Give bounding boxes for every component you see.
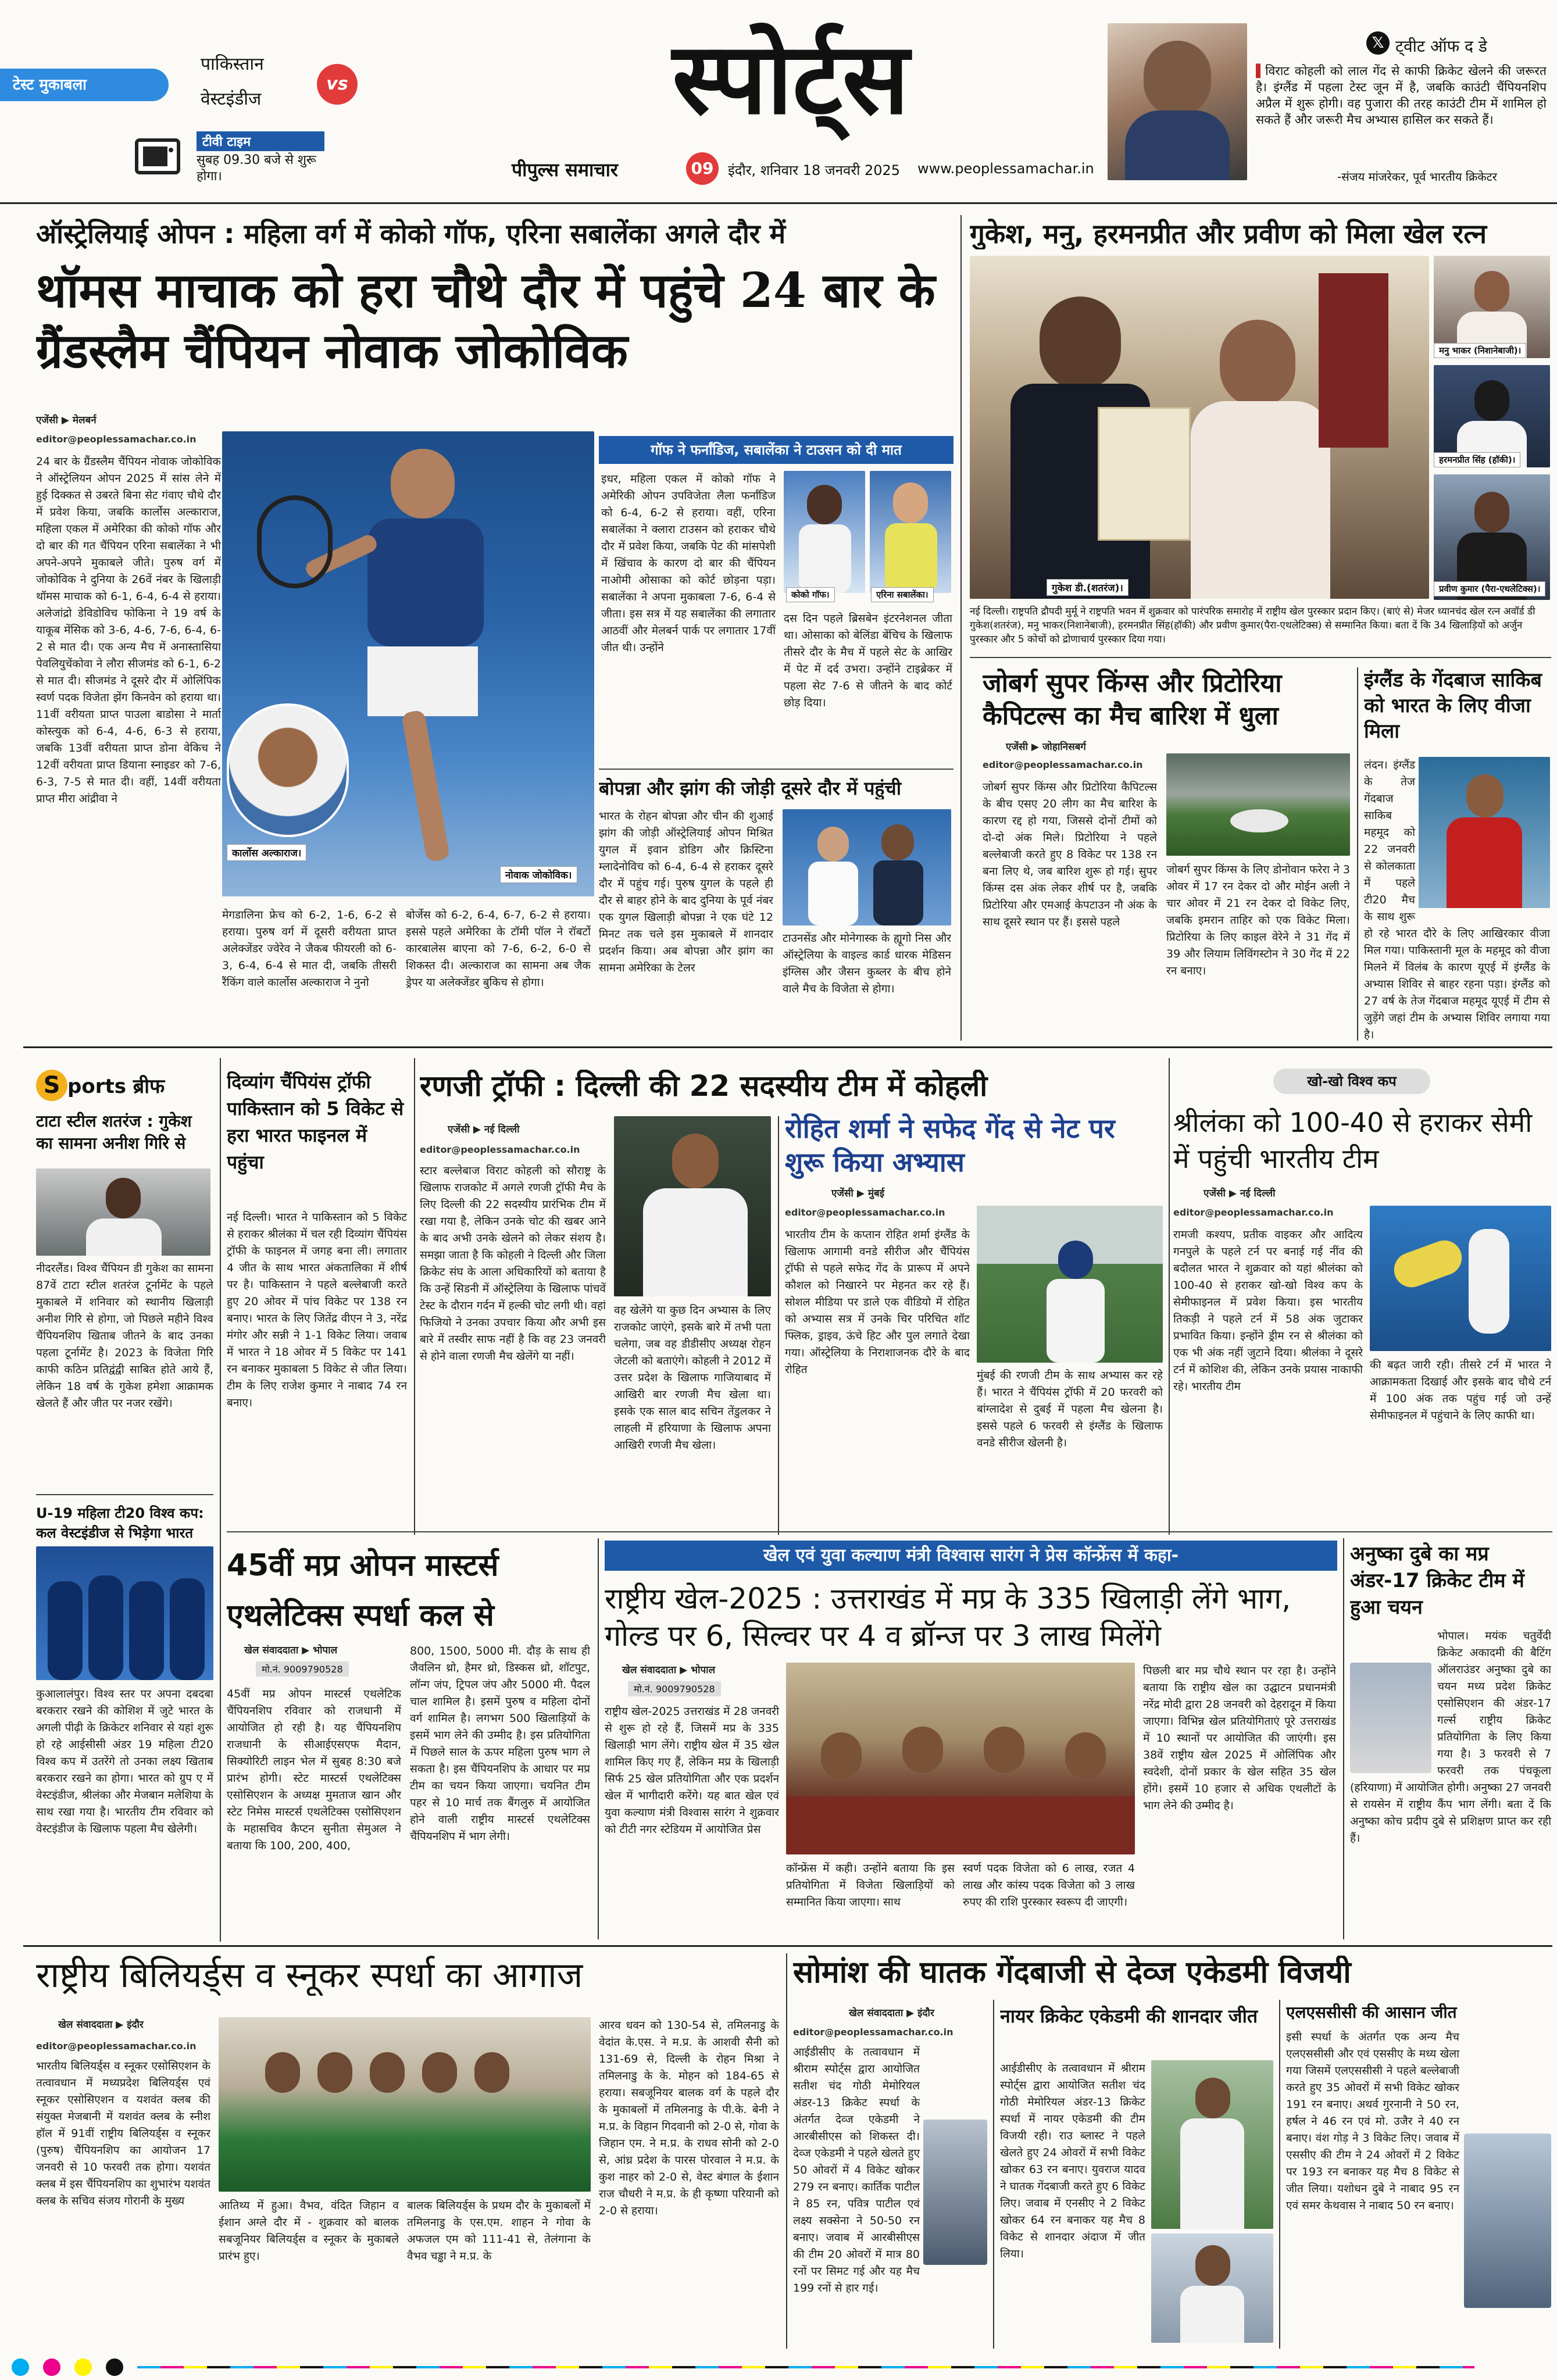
bopanna-text1: भारत के रोहन बोपन्ना और चीन की शुआई झांग की जोड़ी ऑस्ट्रेलियाई ओपन मिश्रित युगल में इवान डोडिग और क्रिस्टिना म्लादेनोविच को 6-4, 6-4 से हराकर दूसरे दौर में पहुंच गई। पुरुष युगल के पहले ही दौर से बाहर होने के बाद दुनिया के पूर्व नंबर एक युगल खिलाड़ी बोपन्ना ने एक घंटे 12 मिनट तक चले इस मुकाबले में शानदार प्रदर्शन किया। अब बोपन्ना और झांग का सामना अमेरिका के टेलर (599, 810, 773, 974)
gukesh-award-photo (970, 256, 1429, 599)
billiards-right-rule (786, 1953, 787, 2349)
joburg-shakib-rule (1357, 667, 1358, 1041)
joburg-headline: जोबर्ग सुपर किंग्स और प्रिटोरिया कैपिटल्स का मैच बारिश में धुला (983, 669, 1282, 731)
sabalenka-caption: एरिना सबालेंका। (871, 587, 934, 602)
brief-rule (36, 1494, 213, 1495)
dateline: इंदौर, शनिवार 18 जनवरी 2025 (728, 162, 901, 178)
rohit-photo (977, 1206, 1163, 1363)
bopanna-text2: टाउनसेंड और मोनेगास्क के ह्यूगो निस और ऑस्ट्रेलिया के वाइल्ड कार्ड धारक मेडिसन इंग्लिस और जैसन कुब्लर के बीच होने वाले मैच के विजेता से होगा। (783, 932, 951, 995)
khokho-kicker: खो-खो विश्व कप (1273, 1069, 1430, 1094)
billiards-email: editor@peoplessamachar.co.in (36, 2040, 197, 2052)
rohit-right-rule (1169, 1058, 1170, 1535)
bopanna-rule (599, 769, 954, 770)
djokovic-caption: नोवाक जोकोविक। (500, 866, 577, 883)
manu-caption: मनु भाकर (निशानेबाजी)। (1434, 343, 1526, 358)
test-label: टेस्ट मुकाबला (0, 69, 169, 101)
u19-photo (36, 1546, 213, 1680)
bopanna-headline: बोपन्ना और झांग की जोड़ी दूसरे दौर में पहुंची (599, 778, 902, 799)
joburg-byline: एजेंसी ▶ जोहानिसबर्ग (1006, 741, 1086, 753)
sports-brief-title: S ports ब्रीफ (36, 1070, 165, 1101)
gauff-photo (784, 471, 865, 593)
awards-rule (970, 657, 1551, 658)
sabalenka-photo (870, 471, 951, 593)
gukesh-caption: गुकेश डी.(शतरंज)। (1047, 579, 1129, 596)
gauff-text2: दस दिन पहले ब्रिसबेन इंटरनेशनल जीता था। ओसाका को बेलिंडा बेंचिच के खिलाफ तीसरे दौर के मैच में पहले सेट के आखिर में पेट में दर्द उभरा। उन्होंने टाइब्रेकर में पहला सेट 7-6 से जीतने के बाद कोर्ट छोड़ दिया। (784, 612, 952, 709)
billiards-byline: खेल संवाददाता ▶ इंदौर (58, 2019, 144, 2031)
ranji-rohit-rule (778, 1116, 779, 1535)
rashtriya-mobile: मो.नं. 9009790528 (628, 1681, 721, 1696)
nayar-text: आईडीसीए के तत्वावधान में श्रीराम स्पोर्ट्स द्वारा आयोजित सतीश चंद गोठी मेमोरियल अंडर-13 क्रिकेट स्पर्धा में नायर एकेडमी की टीम विजयी रही। राउ ब्लास्ट ने पहले खेलते हुए 24 ओवरों में सभी विकेट खोकर 63 रन बनाए। युवराज यादव ने घातक गेंदबाजी करते हुए 6 विकेट लिए। जवाब में एनसीए ने 2 विकेट खोकर 64 रन बनाकर यह मैच 8 विकेट से शानदार अंदाज में जीत लिया। (1000, 2062, 1145, 2260)
ranji-headline: रणजी ट्रॉफी : दिल्ली की 22 सदस्यीय टीम में कोहली (420, 1070, 988, 1103)
khokho-byline: एजेंसी ▶ नई दिल्ली (1204, 1188, 1276, 1199)
bottom-section-rule (23, 1945, 1552, 1947)
mpopen-col1: 45वीं मप्र ओपन मास्टर्स एथलेटिक चैंपियनशिप रविवार को राजधानी में आयोजित हो रही है। यह चैंपियनशिप राजधानी के सीआईएसएफ मैदान, सिक्योरिटी लाइन भेल में सुबह 8:30 बजे प्रारंभ होगी। स्टेट मास्टर्स एथलेटिक्स एसोसिएशन के अध्यक्ष मुमताज खान और स्टेट निमेस मास्टर्स एथलेटिक्स एसोसिएशन के महासचिव कैप्टन सुनीता सेमुअल ने बताया कि 100, 200, 400, (227, 1688, 401, 1852)
team1-label: पाकिस्तान (201, 54, 264, 74)
team2-label: वेस्टइंडीज (201, 89, 262, 109)
bopanna-photo (783, 809, 951, 925)
quote-mark-icon: ▌ (1256, 64, 1266, 78)
tweet-author-photo (1108, 23, 1247, 180)
gauff-text1: इधर, महिला एकल में कोको गॉफ ने अमेरिकी ओपन उपविजेता लैला फर्नांडिज को 6-4, 6-2 से हराया। वहीं, एरिना सबालेंका ने क्लारा टाउसन को हराकर चौथे दौर में प्रवेश किया, जबकि पेट की मांसपेशी में खिंचाव के कारण दो बार की चैंपियन नाओमी ओसाका को कोर्ट छोड़ना पड़ा। सबालेंका ने अपना मुकाबला 7-6, 6-4 से जीता। इस सत्र में यह सबालेंका की लगातार आठवीं और मेलबर्न पार्क पर लगातार 17वीं जीत थी। उन्होंने (601, 473, 776, 654)
mpopen-right-rule (598, 1538, 599, 1939)
lead-kicker: ऑस्ट्रेलियाई ओपन : महिला वर्ग में कोको गॉफ, एरिना सबालेंका अगले दौर में (36, 219, 786, 249)
rohit-col2: मुंबई की रणजी टीम के साथ अभ्यास कर रहे हैं। भारत ने चैंपियंस ट्रॉफी में 20 फरवरी को बांग्लादेश से दुबई में पहला मैच खेलना है। इससे पहले 6 फरवरी से इंग्लैंड के खिलाफ वनडे सीरीज खेलनी है। (977, 1369, 1163, 1449)
section-title: स्पोर्ट्स (672, 20, 909, 137)
gauff-bar: गॉफ ने फर्नांडिज, सबालेंका ने टाउसन को दी मात (599, 436, 954, 464)
rashtriya-byline: खेल संवाददाता ▶ भोपाल (622, 1664, 716, 1676)
lead-byline: एजेंसी ▶ मेलबर्न (36, 414, 97, 426)
nayar-lsc-rule (1279, 2000, 1280, 2349)
nayar-player2-photo (1151, 2234, 1273, 2343)
billiards-col1: भारतीय बिलियर्ड्स व स्नूकर एसोसिएशन के तत्वावधान में मध्यप्रदेश बिलियर्ड्स एवं स्नूकर एसोसिएशन व यशवंत क्लब की संयुक्त मेजबानी में यशवंत क्लब के स्नीश हॉल में 91वीं राष्ट्रीय बिलियर्ड्स व स्नूकर (पुरुष) चैंपियनशिप का आयोजन 17 जनवरी से 10 फरवरी तक होगा। यशवंत क्लब में इस चैंपियनशिप का शुभारंभ यशवंत क्लब के सचिव संजय गोरानी के मुख्य (36, 2060, 210, 2207)
joburg-stadium-photo (1166, 753, 1350, 856)
billiards-photo (219, 2017, 591, 2192)
ranji-col2: वह खेलेंगे या कुछ दिन अभ्यास के लिए राजकोट जाएंगे, इसके बारे में तभी पता चलेगा, जब वह डीडीसीए अध्यक्ष रोहन जेटली को बताएंगे। कोहली ने 2012 में उत्तर प्रदेश के खिलाफ गाजियाबाद में आखिरी बार रणजी मैच खेला था। इसके एक साल बाद सचिन तेंडुलकर ने लाहली में हरियाणा के खिलाफ अपना आखिरी रणजी मैच खेला। (614, 1304, 771, 1452)
lead-headline: थॉमस माचाक को हरा चौथे दौर में पहुंचे 24 बार के ग्रैंडस्लैम चैंपियन नोवाक जोकोविक (36, 263, 935, 379)
anushka-text: भोपाल। मयंक चतुर्वेदी क्रिकेट अकादमी की बैटिंग ऑलराउंडर अनुष्का दुबे का चयन मध्य प्रदेश क्रिकेट एसोसिएशन की अंडर-17 गर्ल्स राष्ट्रीय क्रिकेट प्रतियोगिता के लिए किया गया है। 3 फरवरी से 7 फरवरी तक पंचकूला (हरियाणा) में आयोजित होगी। अनुष्का 27 जनवरी से रायसेन में राष्ट्रीय कैंप भाग लेंगी। बता दें कि अनुष्का कोच प्रदीप दुबे से प्रशिक्षण प्राप्त कर रही हैं। (1350, 1629, 1551, 1845)
tv-time: सुबह 09.30 बजे से शुरू होगा। (197, 153, 316, 184)
divyang-right-rule (414, 1058, 415, 1535)
somansh-byline: खेल संवाददाता ▶ इंदौर (849, 2007, 934, 2019)
rohit-col1: भारतीय टीम के कप्तान रोहित शर्मा इंग्लैंड के खिलाफ आगामी वनडे सीरीज और चैंपियंस ट्रॉफी से पहले सफेद गेंद के प्रारूप में अपने कौशल को निखारने पर मेहनत कर रहे हैं। सोशल मीडिया पर डाले एक वीडियो में रोहित को अभ्यास सत्र में उनके चिर परिचित शॉट फ्लिक, ड्राइव, ऊंचे हिट और पुल लगाते देखा गया। ऑस्ट्रेलिया के निराशाजनक दौरे के बाद रोहित (785, 1228, 970, 1376)
mpopen-headline: 45वीं मप्र ओपन मास्टर्स एथलेटिक्स स्पर्धा कल से (227, 1548, 499, 1633)
tv-time-label: टीवी टाइम (197, 131, 324, 151)
khokho-col2: की बढ़त जारी रही। तीसरे टर्न में भारत ने आक्रामकता दिखाई और इसके बाद चौथे टर्न में 100 अंक तक पहुंच गई जो उन्हें सेमीफाइनल में पहुंचाने के लिए काफी था। (1370, 1359, 1551, 1422)
rashtriya-col4: पिछली बार मप्र चौथे स्थान पर रहा है। उन्होंने बताया कि राष्ट्रीय खेल का उद्घाटन प्रधानमंत्री नरेंद्र मोदी द्वारा 28 जनवरी को देहरादून में किया जाएगा। विभिन्न खेल प्रतियोगिताएं पूरे उत्तराखंड में 10 स्थानों पर आयोजित की जाएंगी। इस 38वें राष्ट्रीय खेल 2025 में ओलिंपिक और स्वदेशी, दोनों प्रकार के खेल सहित 35 खेल होंगे। इसमें 10 हजार से अधिक एथलीटों के भाग लेने की उम्मीद है। (1143, 1664, 1336, 1812)
nayar-player-photo (1151, 2060, 1273, 2229)
joburg-email: editor@peoplessamachar.co.in (983, 759, 1143, 770)
khokho-email: editor@peoplessamachar.co.in (1173, 1207, 1334, 1218)
lsc-player-photo (1464, 2134, 1551, 2308)
lsc-headline: एलएससीसी की आसान जीत (1286, 2003, 1457, 2022)
brief-s-badge: S (36, 1070, 67, 1101)
billiards-col3: बालक बिलियर्ड्स के प्रथम दौर के मुकाबलों में तमिलनाडु के एस.एम. शाहन ने गोवा के अफजल एम को 111-41 से, तेलंगाना के वैभव चड्ढा ने म.प्र. के (407, 2199, 591, 2263)
tweet-text: ▌विराट कोहली को लाल गेंद से काफी क्रिकेट खेलने की जरूरत है। इंग्लैंड में पहला टेस्ट जून में है, जबकि काउंटी चैंपियनशिप अप्रैल में शुरू होगी। वह पुजारा की तरह काउंटी टीम में शामिल हो सकते हैं और जरूरी मैच अभ्यास हासिल कर सकते हैं। (1256, 64, 1547, 127)
kohli-photo (614, 1116, 771, 1296)
color-registration-strip (0, 2354, 1557, 2380)
lead-col3: बोर्जेस को 6-2, 6-4, 6-7, 6-2 से हराया। इससे पहले अमेरिका के टॉमी पॉल ने रॉबर्टो कारबालेस बाएना को 7-6, 6-2, 6-0 से शिकस्त दी। अल्काराज का सामना अब जैक ड्रेपर या अलेक्जेंडर बुकिच से होगा। (406, 909, 591, 989)
middle-rule (23, 1046, 1552, 1048)
ranji-byline: एजेंसी ▶ नई दिल्ली (448, 1124, 520, 1135)
shakib-headline: इंग्लैंड के गेंदबाज साकिब को भारत के लिए वीजा मिला (1364, 669, 1542, 743)
billiards-col2: आतिथ्य में हुआ। वैभव, वंदित जिहान व ईशान अग्ले दौर में - शुक्रवार को बालक सबजूनियर बिलियर्ड्स व स्नूकर के मुकाबले प्रारंभ हुए। (219, 2199, 399, 2263)
divyang-headline: दिव्यांग चैंपियंस ट्रॉफी पाकिस्तान को 5 विकेट से हरा भारत फाइनल में पहुंचा (227, 1071, 404, 1173)
mpopen-byline: खेल संवाददाता ▶ भोपाल (244, 1645, 338, 1656)
rohit-email: editor@peoplessamachar.co.in (785, 1207, 945, 1218)
x-icon: 𝕏 (1366, 31, 1390, 55)
brief-right-rule (220, 1058, 221, 1942)
somansh-headline: सोमांश की घातक गेंदबाजी से देव्ज एकेडमी विजयी (793, 1956, 1351, 1990)
divyang-text: नई दिल्ली। भारत ने पाकिस्तान को 5 विकेट से हराकर श्रीलंका में चल रही दिव्यांग चैंपियंस ट्रॉफी के फाइनल में जगह बना ली। लगातार 4 जीत के साथ भारत अंकतालिका में शीर्ष पर है। पाकिस्तान ने पहले बल्लेबाजी करते हुए 20 ओवर में पांच विकेट पर 138 रन बनाए। भारत के लिए जितेंद्र वीएन ने 3, नरेंद्र मंगोर और सन्नी ने 1-1 विकेट लिया। जवाब में भारत ने 18 ओवर में 5 विकेट पर 141 रन बनाकर मुकाबला 5 विकेट से जीत लिया। टीम के लिए राजेश कुमार ने नाबाद 74 रन बनाए। (227, 1211, 407, 1409)
ranji-email: editor@peoplessamachar.co.in (420, 1144, 580, 1155)
somansh-nayar-rule (993, 2000, 994, 2349)
khokho-photo (1370, 1206, 1551, 1351)
rohit-headline: रोहित शर्मा ने सफेद गेंद से नेट पर शुरू किया अभ्यास (785, 1113, 1115, 1178)
brief-headline: टाटा स्टील शतरंज : गुकेश का सामना अनीश गिरि से (36, 1112, 192, 1153)
anushka-headline: अनुष्का दुबे का मप्र अंडर-17 क्रिकेट टीम में हुआ चयन (1350, 1542, 1524, 1619)
somansh-email: editor@peoplessamachar.co.in (793, 2027, 954, 2038)
lead-col2: मेगडालिना फ्रेच को 6-2, 1-6, 6-2 से हराया। पुरुष वर्ग में दूसरी वरीयता प्राप्त अलेक्जेंडर ज्वेरेव ने जैकब फीयरली को 6-3, 6-4, 6-4 से मात दी, जबकि तीसरी रैंकिंग वाले कार्लोस अल्काराज ने नुनो (222, 909, 397, 989)
masthead (0, 0, 1557, 198)
rashtriya-col1: राष्ट्रीय खेल-2025 उत्तराखंड में 28 जनवरी से शुरू हो रहे हैं, जिसमें मप्र के 335 खिलाड़ी भाग लेंगे। राष्ट्रीय खेल में 35 खेल शामिल किए गए हैं, लेकिन मप्र के खिलाड़ी सिर्फ 25 खेल प्रतियोगिता और एक प्रदर्शन खेल में भागीदारी करेंगे। यह बात खेल एवं युवा कल्याण मंत्री विश्वास सारंग ने शुक्रवार को टीटी नगर स्टेडियम में आयोजित प्रेस (605, 1705, 779, 1836)
u19-text: कुआलालंपुर। विश्व स्तर पर अपना दबदबा बरकरार रखने की कोशिश में जुटे भारत के अगली पीढ़ी के क्रिकेटर शनिवार से यहां शुरू हो रहे आईसीसी अंडर 19 महिला टी20 विश्व कप में उतरेंगे तो उनका लक्ष्य खिताब बरकरार रखने का होगा। भारत को ग्रुप ए में वेस्टइंडीज, श्रीलंका और मेजबान मलेशिया के साथ रखा गया है। भारतीय टीम रविवार को वेस्टइंडीज के खिलाफ पहला मैच खेलेगी। (36, 1688, 213, 1835)
harmanpreet-caption: हरमनप्रीत सिंह (हॉकी)। (1434, 452, 1520, 467)
alcaraz-caption: कार्लोस अल्काराज। (227, 844, 306, 861)
gauff-caption: कोको गॉफ। (786, 587, 835, 602)
section3-rule (227, 1531, 1552, 1532)
awards-headline: गुकेश, मनु, हरमनप्रीत और प्रवीण को मिला खेल रत्न (970, 219, 1487, 249)
ranji-col1: स्टार बल्लेबाज विराट कोहली को सौराष्ट्र के खिलाफ राजकोट में अगले रणजी ट्रॉफी मैच के लिए दिल्ली की 22 सदस्यीय प्रारंभिक टीम में रखा गया है, लेकिन उनके चोट की खबर आने के बाद अभी उनके खेलने को लेकर संशय है। समझा जाता है कि कोहली ने दिल्ली और जिला क्रिकेट संघ के आला अधिकारियों को बताया है कि उन्हें सिडनी में ऑस्ट्रेलिया के खिलाफ पांचवें टेस्ट के दौरान गर्दन में हल्की चोट लगी थी। वहां फिजियो ने उनका उपचार किया और अभी इस बारे में तस्वीर साफ नहीं है कि वह 23 जनवरी से होने वाला रणजी मैच खेलेंगे या नहीं। (420, 1164, 606, 1363)
shakib-text: लंदन। इंग्लैंड के तेज गेंदबाज साकिब महमूद को 22 जनवरी से कोलकाता में पहले टी20 मैच के साथ शुरू हो रहे भारत दौरे के लिए आखिरकार वीजा मिल गया। पाकिस्तानी मूल के महमूद को वीजा मिलने में विलंब के कारण यूएई में इंग्लैंड के अभ्यास शिविर से बाहर रहना पड़ा। इंग्लैंड को 27 वर्ष के तेज गेंदबाज महमूद यूएई में टीम से जुड़ेंगे जहां टीम के अभ्यास शिविर लगाया गया है। (1364, 759, 1550, 1041)
vs-badge: vs (317, 64, 358, 105)
rashtriya-col2: कॉन्फ्रेंस में कही। उन्होंने बताया कि इस प्रतियोगिता में विजेता खिलाड़ियों को सम्मानित किया जाएगा। साथ (786, 1862, 955, 1909)
gukesh-brief-photo (36, 1168, 210, 1256)
tweet-author: -संजय मांजरेकर, पूर्व भारतीय क्रिकेटर (1337, 170, 1497, 184)
website: www.peoplessamachar.in (917, 160, 1094, 177)
masthead-rule (0, 202, 1557, 204)
paper-name: पीपुल्स समाचार (512, 159, 618, 181)
sarang-press-photo (786, 1663, 1135, 1854)
lead-right-rule (960, 215, 962, 1041)
joburg-col2: जोबर्ग सुपर किंग्स के लिए डोनोवान फरेरा ने 3 ओवर में 17 रन देकर दो और मोईन अली ने चार ओवर में 21 रन देकर दो विकेट लिए, जबकि इमरान ताहिर को एक विकेट मिला। प्रिटोरिया के लिए काइल वेरेने ने 31 गेंद में 39 और लियाम लिविंगस्टोन ने 30 गेंद में 22 रन बनाए। (1166, 863, 1350, 977)
mpopen-mobile: मो.नं. 9009790528 (256, 1661, 349, 1677)
rashtriya-headline: राष्ट्रीय खेल-2025 : उत्तराखंड में मप्र के 335 खिलाड़ी लेंगे भाग, गोल्ड पर 6, सिल्वर पर 4 व ब्रॉन्ज पर 3 लाख मिलेंगे (605, 1582, 1291, 1653)
brief-text: नीदरलैंड। विश्व चैंपियन डी गुकेश का सामना 87वें टाटा स्टील शतरंज टूर्नामेंट के पहले मुकाबले में शनिवार को स्थानीय खिलाड़ी अनीश गिरि से होगा, जो पिछले महीने विश्व चैंपियनशिप खिताब जीतने के बाद उनका पहला टूर्नामेंट है। 2023 के विजेता गिरि काफी कठिन प्रतिद्वंद्वी साबित होते आये हैं, लेकिन 18 वर्ष के गुकेश हमेशा आक्रामक खेलते हैं और जीत पर नजर रखेंगे। (36, 1262, 213, 1410)
rashtriya-bar: खेल एवं युवा कल्याण मंत्री विश्वास सारंग ने प्रेस कॉन्फ्रेंस में कहा- (605, 1541, 1337, 1571)
somansh-photo (923, 2120, 987, 2265)
rashtriya-right-rule (1343, 1538, 1344, 1939)
anushka-photo (1350, 1663, 1431, 1773)
awards-caption: नई दिल्ली। राष्ट्रपति द्रौपदी मुर्मू ने राष्ट्रपति भवन में शुक्रवार को पारंपरिक समारोह में राष्ट्रीय खेल पुरस्कार प्रदान किए। (बाएं से) मेजर ध्यानचंद खेल रत्न अवॉर्ड डी गुकेश(शतरंज), मनु भाकर(निशानेबाजी), हरमनप्रीत सिंह(हॉकी) और प्रवीण कुमार(पैरा-एथलेटिक्स) से सम्मानित किया। बता दें कि 34 खिलाड़ियों को अर्जुन पुरस्कार और 5 कोचों को द्रोणाचार्य पुरस्कार दिया गया। (970, 606, 1535, 645)
khokho-headline: श्रीलंका को 100-40 से हराकर सेमी में पहुंची भारतीय टीम (1173, 1107, 1533, 1174)
tweet-label: ट्वीट ऑफ द डे (1395, 37, 1487, 56)
tv-icon (135, 138, 180, 174)
page-number: 09 (686, 152, 719, 185)
somansh-col1: आईडीसीए के तत्वावधान में श्रीराम स्पोर्ट्स द्वारा आयोजित सतीश चंद गोठी मेमोरियल अंडर-13 क्रिकेट स्पर्धा के अंतर्गत देव्ज एकेडमी ने आरबीसीएस को शिकस्त दी। देव्ज एकेडमी ने पहले खेलते हुए 50 ओवरों में 4 विकेट खोकर 279 रन बनाए। कार्तिक पाटील ने 85 रन, पवित्र पाटील एवं लक्ष्य सक्सेना ने 50-50 रन बनाए। जवाब में आरबीसीएस की टीम 20 ओवरों में मात्र 80 रनों पर सिमट गई और यह मैच 199 रनों से हार गई। (793, 2044, 987, 2343)
billiards-col4: आरव धवन को 130-54 से, तमिलनाडु के वेदांत के.एस. ने म.प्र. के आशवी सैनी को 131-69 से, दिल्ली के रोहन मिश्रा ने तमिलनाडु के के. मोहन को 184-65 से हराया। सबजूनियर बालक वर्ग के पहले दौर के मुकाबलों में तमिलनाडु के पी.के. बेनी ने म.प्र. के विहान गिदवानी को 2-0 से, गोवा के जिहान एम. ने म.प्र. के राधव सोनी को 2-0 से, आंध्र प्रदेश के पारस पोरवाल ने म.प्र. के कुश नाहर को 2-0 से, वेस्ट बंगाल के ईशान राज चौधरी ने म.प्र. के ही कृष्णा परियानी को 2-0 से हराया। (599, 2019, 779, 2217)
mpopen-col2: 800, 1500, 5000 मी. दौड़ के साथ ही जैवलिन थ्रो, हैमर थ्रो, डिस्कस थ्रो, शॉटपुट, लॉन्ग जंप, ट्रिपल जंप और 5000 मी. पैदल चाल शामिल है। इसमें पुरुष व महिला दोनों वर्ग शामिल है। लगभग 500 खिलाड़ियों के इसमें भाग लेने की उम्मीद है। इस प्रतियोगिता में पिछले साल के ऊपर महिला पुरुष भाग ले सकता है। इस चैंपियनशिप के आधार पर मप्र टीम का चयन किया जाएगा। चयनित टीम पहर से 10 मार्च तक बैंगलुरु में आयोजित होने वाली राष्ट्रीय मास्टर्स एथलेटिक्स चैंपियनशिप में भाग लेगी। (410, 1645, 590, 1843)
rohit-byline: एजेंसी ▶ मुंबई (831, 1188, 885, 1199)
lead-email: editor@peoplessamachar.co.in (36, 434, 197, 445)
u19-headline: U-19 महिला टी20 विश्व कप: कल वेस्टइंडीज से भिड़ेगा भारत (36, 1505, 204, 1541)
lsc-text: इसी स्पर्धा के अंतर्गत एक अन्य मैच एलएससीसी और एवं एससीए के मध्य खेला गया जिसमें एलएससीसी ने पहले बल्लेबाजी करते हुए 35 ओवरों में सभी विकेट खोकर 191 रन बनाए। अथर्व गुरनानी ने 50 रन, हर्षल ने 46 रन एवं मो. उजैर ने 40 रन बनाए। वंश गोड़ ने 3 विकेट लिए। जवाब में एससीए की टीम ने 24 ओवरों में 2 विकेट पर 193 रन बनाकर यह मैच 8 विकेट से जीत लिया। यशोधन दुबे ने नाबाद 95 रन एवं समर केथवास ने नाबाद 50 रन बनाए। (1286, 2029, 1551, 2343)
rashtriya-col3: स्वर्ण पदक विजेता को 6 लाख, रजत 4 लाख और कांस्य पदक विजेता को 3 लाख रुपए की राशि पुरस्कार स्वरूप दी जाएगी। (963, 1862, 1135, 1909)
joburg-col1: जोबर्ग सुपर किंग्स और प्रिटोरिया कैपिटल्स के बीच एसए 20 लीग का मैच बारिश के कारण रद्द हो गया, जिससे दोनों टीमों को दो-दो अंक मिले। प्रिटोरिया ने पहले बल्लेबाजी करते हुए 8 विकेट पर 138 रन बना लिए थे, जब बारिश शुरू हो गई। सुपर किंग्स दस अंक लेकर शीर्ष पर है, जबकि प्रिटोरिया और एमआई केपटाउन नौ अंक के साथ दूसरे स्थान पर हैं। इससे पहले (983, 781, 1157, 928)
alcaraz-inset-photo (227, 703, 349, 837)
khokho-col1: रामजी कश्यप, प्रतीक वाइकर और आदित्य गनपुले के पहले टर्न पर बनाई गई नींव की बदौलत भारत ने शुक्रवार को यहां श्रीलंका को 100-40 से हराकर खो-खो विश्व कप के सेमीफाइनल में प्रवेश किया। इस भारतीय तिकड़ी ने पहले टर्न में 58 अंक जुटाकर प्रभावित किया। इन्होंने ड्रीम रन से श्रीलंका को एक भी अंक नहीं जुटाने दिया। श्रीलंका ने दूसरे टर्न में कोशिश की, लेकिन उनके प्रयास नाकाफी रहे। भारतीय टीम (1173, 1228, 1363, 1393)
billiards-headline: राष्ट्रीय बिलियर्ड्स व स्नूकर स्पर्धा का आगाज (36, 1956, 583, 1996)
nayar-headline: नायर क्रिकेट एकेडमी की शानदार जीत (1000, 2005, 1258, 2027)
lead-col1: 24 बार के ग्रैंडस्लैम चैंपियन नोवाक जोकोविक ने ऑस्ट्रेलियन ओपन 2025 में सांस लेने में हुई दिक्कत से उबरते बिना सेट गंवाए चौथे दौर में प्रवेश किया, जबकि कार्लोस अल्काराज, महिला एकल में अमेरिका की कोको गॉफ और दो बार की गत चैंपियन एरिना सबालेंका ने भी अपने-अपने मुकाबले जीते। पुरुष वर्ग में जोकोविक ने दुनिया के 26वें नंबर के खिलाड़ी थॉमस माचाक को 6-1, 6-4, 6-4 से हराया। अलेजांद्रो डेविडोविच फोकिना ने 19 वर्ष के याकूब मेंसिक को 3-6, 4-6, 7-6, 6-4, 6-2 से मात दी। एक अन्य मैच में अनास्तासिया पेवलियुचेंकोवा ने लौरा सीजमंड को 6-1, 6-2 से मात दी। सीजमंड ने दूसरे दौर में ओलिंपिक स्वर्ण पदक विजेता झेंग किनवेन को हराया था। 11वीं वरीयता प्राप्त पाउला बाडोसा ने मार्ता कोस्त्युक को 6-4, 4-6, 6-3 से हराया, जबकि 13वीं वरीयता प्राप्त डोना वेकिच ने 12वीं वरीयता प्राप्त डियाना स्नाइडर को 7-6, 6-3, 7-5 से मात दी। वहीं, 14वीं वरीयता प्राप्त मीरा आंद्रीवा ने (36, 455, 221, 805)
praveen-caption: प्रवीण कुमार (पैरा-एथलेटिक्स)। (1434, 581, 1545, 596)
